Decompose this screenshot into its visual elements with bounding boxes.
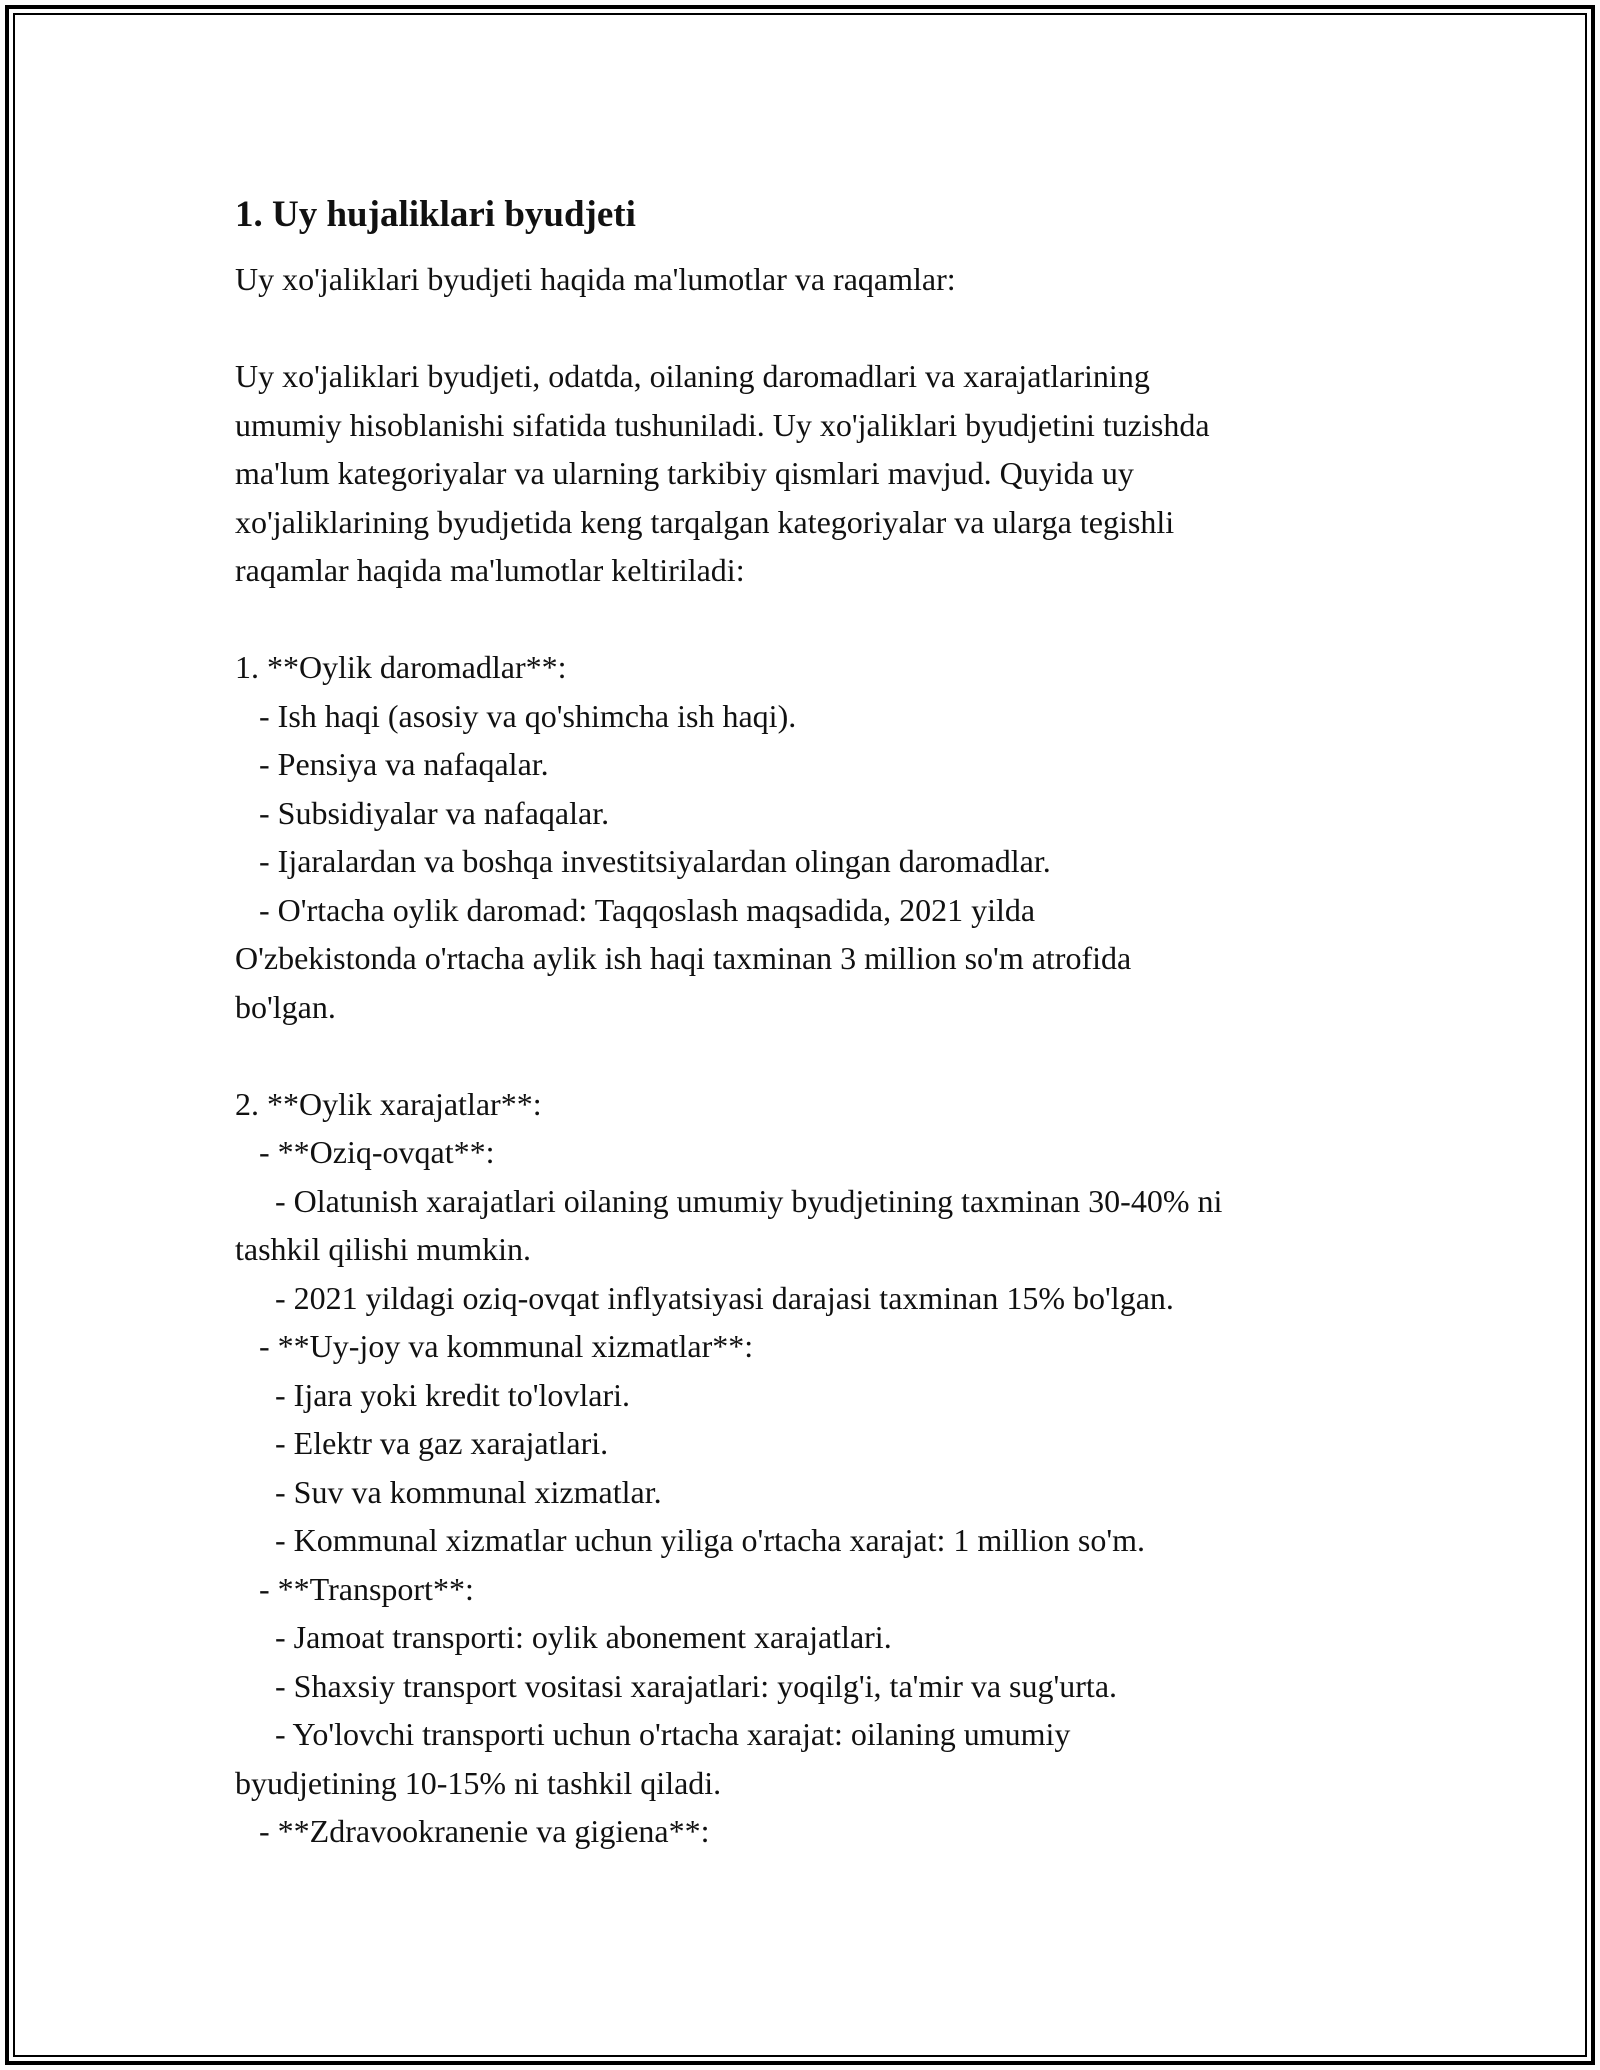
list-item: tashkil qilishi mumkin.	[235, 1231, 532, 1267]
paragraph-line: umumiy hisoblanishi sifatida tushuniladi. Uy xo'jaliklari byudjetini tuzishda	[235, 406, 1210, 443]
list-item: - Shaxsiy transport vositasi xarajatlari: yoqilg'i, ta'mir va sug'urta.	[235, 1667, 1118, 1704]
section-heading: 1. Uy hujaliklari byudjeti	[235, 194, 636, 235]
list-item: bo'lgan.	[235, 988, 336, 1025]
income-list	[235, 643, 1385, 1031]
list-item: 2. **Oylik xarajatlar**:	[235, 1085, 542, 1122]
paragraph-line: ma'lum kategoriyalar va ularning tarkibiy qismlari mavjud. Quyida uy	[235, 455, 1134, 491]
list-item: - Subsidiyalar va nafaqalar.	[235, 794, 610, 831]
list-item: - Elektr va gaz xarajatlari.	[235, 1425, 609, 1461]
list-item: byudjetining 10-15% ni tashkil qiladi.	[235, 1764, 722, 1801]
paragraph-line: Uy xo'jaliklari byudjeti, odatda, oilaning daromadlari va xarajatlarining	[235, 358, 1150, 394]
blank-line	[235, 595, 1385, 644]
list-item: - Jamoat transporti: oylik abonement xarajatlari.	[235, 1619, 892, 1655]
list-item: - Kommunal xizmatlar uchun yiliga o'rtacha xarajat: 1 million so'm.	[235, 1522, 1145, 1558]
list-item: - **Transport**:	[235, 1570, 474, 1607]
list-item: O'zbekistonda o'rtacha aylik ish haqi taxminan 3 million so'm atrofida	[235, 940, 1132, 976]
list-item: - O'rtacha oylik daromad: Taqqoslash maqsadida, 2021 yilda	[235, 891, 1036, 928]
blank-line	[235, 304, 1385, 353]
list-item: - Pensiya va nafaqalar.	[235, 746, 549, 782]
expenses-list	[235, 1080, 1385, 1856]
blank-line	[235, 1031, 1385, 1080]
list-item: - Olatunish xarajatlari oilaning umumiy byudjetining taxminan 30-40% ni	[235, 1182, 1223, 1219]
list-item: - Ish haqi (asosiy va qo'shimcha ish haqi).	[235, 697, 797, 734]
list-item: - Ijara yoki kredit to'lovlari.	[235, 1376, 630, 1413]
list-item: - 2021 yildagi oziq-ovqat inflyatsiyasi darajasi taxminan 15% bo'lgan.	[235, 1279, 1174, 1316]
list-item: - **Uy-joy va kommunal xizmatlar**:	[235, 1328, 754, 1364]
intro-paragraph	[235, 352, 1385, 595]
intro-line: Uy xo'jaliklari byudjeti haqida ma'lumotlar va raqamlar:	[235, 261, 956, 297]
list-item: 1. **Oylik daromadlar**:	[235, 649, 567, 685]
paragraph-line: xo'jaliklarining byudjetida keng tarqalgan kategoriyalar va ularga tegishli	[235, 503, 1175, 540]
list-item: - Yo'lovchi transporti uchun o'rtacha xarajat: oilaning umumiy	[235, 1716, 1071, 1752]
list-item: - Ijaralardan va boshqa investitsiyalardan olingan daromadlar.	[235, 843, 1051, 879]
list-item: - **Oziq-ovqat**:	[235, 1134, 495, 1170]
list-item: - Suv va kommunal xizmatlar.	[235, 1473, 662, 1510]
paragraph-line: raqamlar haqida ma'lumotlar keltiriladi:	[235, 552, 745, 588]
list-item: - **Zdravookranenie va gigiena**:	[235, 1813, 710, 1849]
document-body	[235, 185, 1385, 1856]
